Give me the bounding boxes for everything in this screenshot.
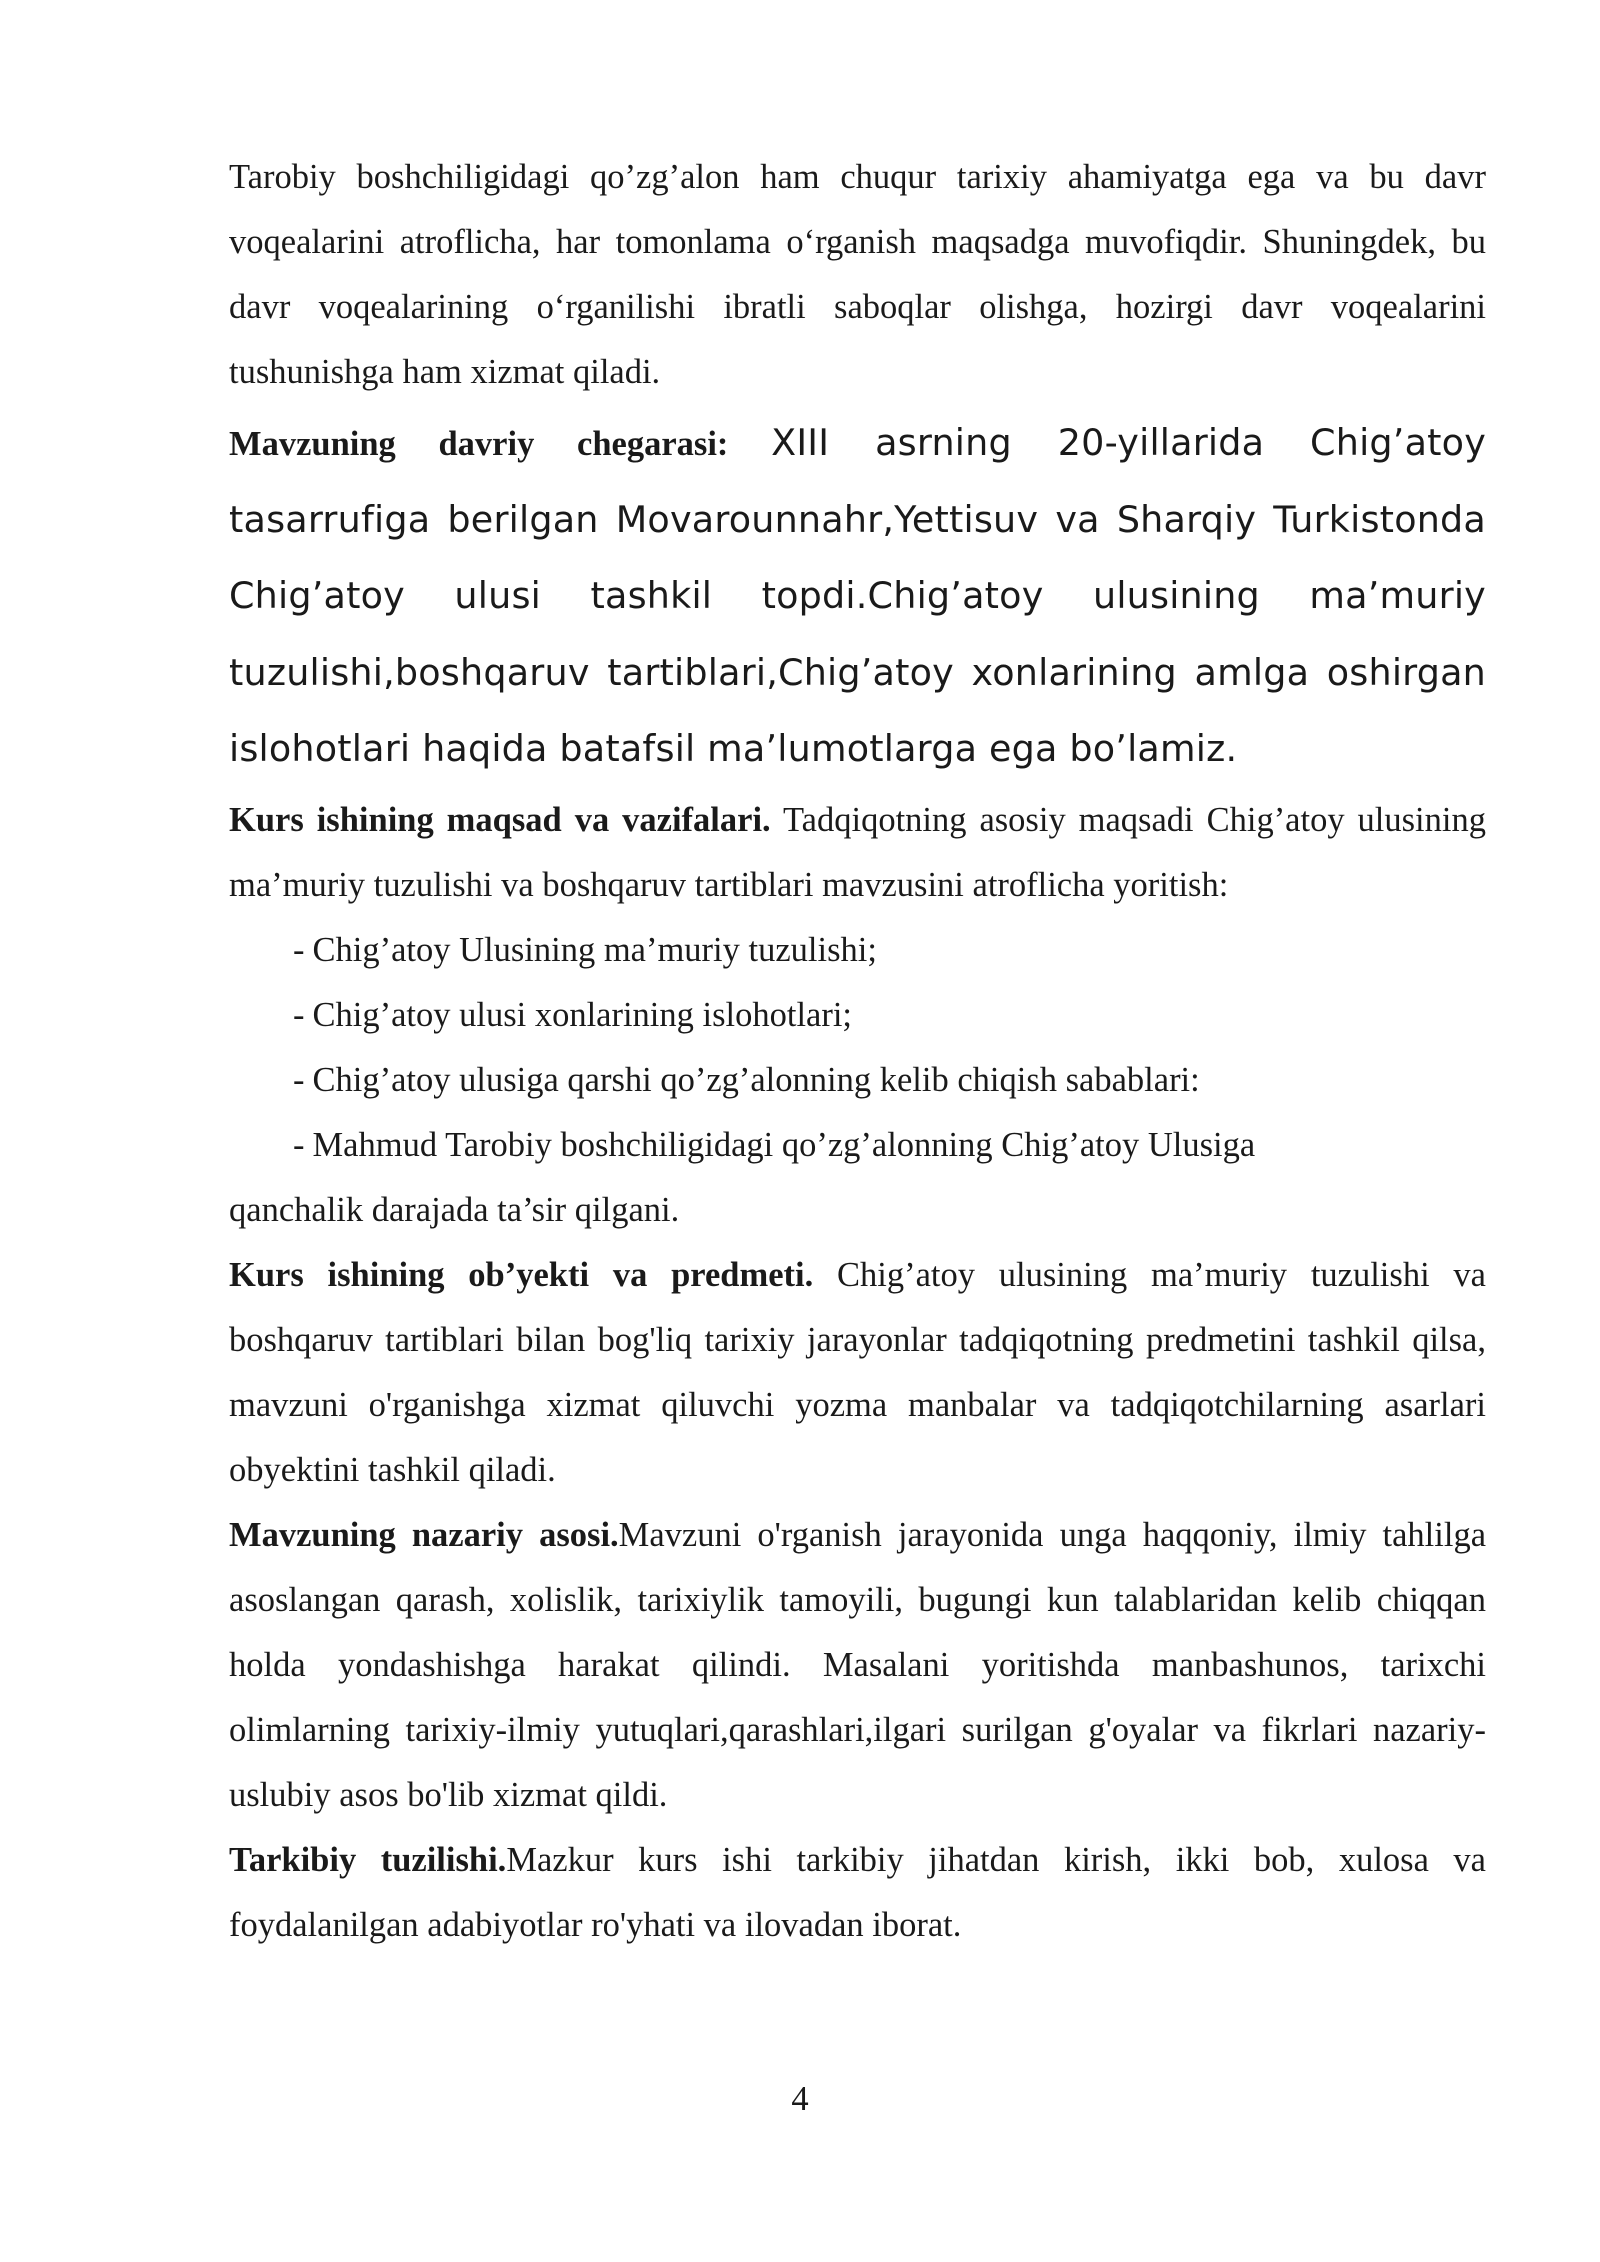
list-marker: - [293,995,305,1034]
intro-paragraph: Tarobiy boshchiligidagi qo’zg’alon ham chuqur tarixiy ahamiyatga ega va bu davr voqealarini atroflicha, har tomonlama o‘rganish maqsadga muvofiqdir. Shuningdek, bu davr voqealarining o‘rganilishi ibratli saboqlar olishga, hozirgi davr voqealarini tushunishga ham xizmat qiladi. [229,158,1486,391]
chronology-heading: Mavzuning davriy chegarasi: [229,425,729,463]
chronology-text: XIII asrning 20-yillarida Chig’atoy tasarrufiga berilgan Movarounnahr,Yettisuv va Sharqiy Turkistonda Chig’atoy ulusi tashkil topdi.Chig’atoy ulusining ma’muriy tuzulishi,boshqaruv tartiblari,Chig’atoy xonlarining amlga oshirgan islohotlari haqida batafsil ma’lumotlarga ega bo’lamiz. [229,421,1487,770]
object-text: Chig’atoy ulusining ma’muriy tuzulishi va boshqaruv tartiblari bilan bog'liq tarixiy jarayonlar tadqiqotning predmetini tashkil qilsa, mavzuni o'rganishga xizmat qiluvchi yozma manbalar va tadqiqotchilarning asarlari obyektini tashkil qiladi. [229,1255,1486,1489]
goals-heading: Kurs ishining maqsad va vazifalari. [229,800,771,839]
list-item-text: Chig’atoy Ulusining ma’muriy tuzulishi; [312,930,877,969]
page-body [229,145,1486,1958]
structure-text: Mazkur kurs ishi tarkibiy jihatdan kirish, ikki bob, xulosa va foydalanilgan adabiyotlar ro'yhati va ilovadan iborat. [229,1840,1486,1944]
object-heading: Kurs ishining ob’yekti va predmeti. [229,1255,814,1294]
list-marker: - [293,930,305,969]
list-item [229,1048,1486,1113]
object-paragraph [229,1243,1486,1503]
goals-paragraph [229,788,1486,918]
theory-text: Mavzuni o'rganish jarayonida unga haqqoniy, ilmiy tahlilga asoslangan qarash, xolislik, tarixiylik tamoyili, bugungi kun talablaridan kelib chiqqan holda yondashishga harakat qilindi. Masalani yoritishda manbashunos, tarixchi olimlarning tarixiy-ilmiy yutuqlari,qarashlari,ilgari surilgan g'oyalar va fikrlari nazariy- uslubiy asos bo'lib xizmat qildi. [229,1515,1487,1814]
structure-paragraph [229,1828,1486,1958]
list-marker: - [293,1125,305,1164]
theory-heading: Mavzuning nazariy asosi. [229,1515,619,1554]
theory-paragraph [229,1503,1486,1828]
goals-text: Tadqiqotning asosiy maqsadi Chig’atoy ulusining ma’muriy tuzulishi va boshqaruv tartiblari mavzusini atroflicha yoritish: [229,800,1486,904]
chronology-paragraph [229,405,1486,788]
structure-heading: Tarkibiy tuzilishi. [229,1840,507,1879]
list-item [229,918,1486,983]
list-item-text: Chig’atoy ulusiga qarshi qo’zg’alonning kelib chiqish sabablari: [312,1060,1200,1099]
list-item [229,1113,1486,1178]
list-marker: - [293,1060,305,1099]
page-number: 4 [791,2080,809,2118]
list-item-text: Mahmud Tarobiy boshchiligidagi qo’zg’alonning Chig’atoy Ulusiga [312,1125,1256,1164]
list-continuation: qanchalik darajada ta’sir qilgani. [229,1190,680,1229]
list-item [229,983,1486,1048]
list-item-text: Chig’atoy ulusi xonlarining islohotlari; [312,995,853,1034]
